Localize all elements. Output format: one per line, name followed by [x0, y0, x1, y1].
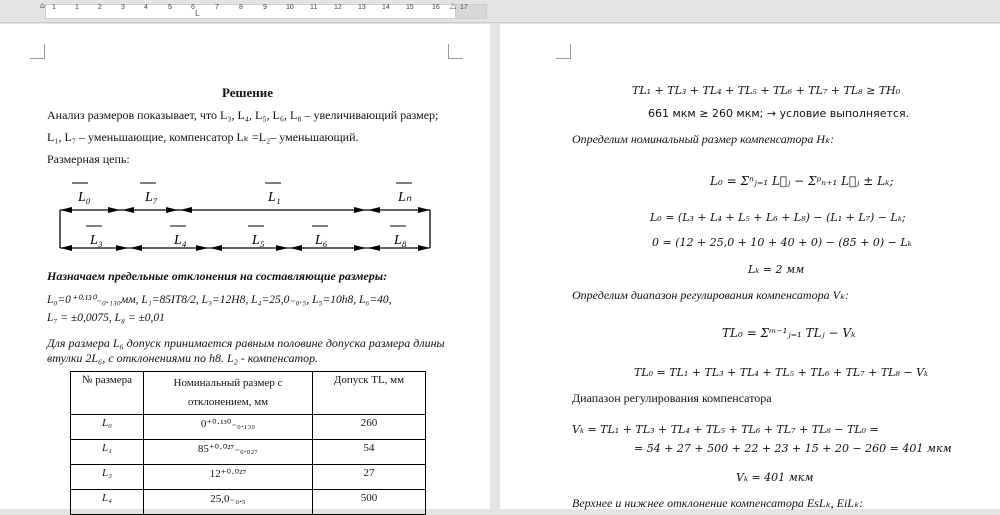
heading-nominal: Определим номинальный размер компенсатора Hₖ: [572, 132, 835, 146]
ruler-number: 16 [432, 4, 440, 11]
note-line2: втулки 2L₆, с отклонениями по h8. L₂ - компенсатор. [47, 351, 319, 365]
heading-deviation: Верхнее и нижнее отклонение компенсатора EsLₖ, EiLₖ: [572, 496, 864, 510]
ruler-track [45, 4, 457, 19]
ruler-number: 8 [239, 4, 243, 11]
ruler-number: 4 [144, 4, 148, 11]
ruler-number: 9 [263, 4, 267, 11]
ruler-number: 5 [168, 4, 172, 11]
table-cell: 27 [313, 465, 426, 490]
table-row [71, 490, 426, 515]
ruler-number: 13 [358, 4, 366, 11]
equation-8a: Vₖ = TL₁ + TL₃ + TL₄ + TL₅ + TL₆ + TL₇ + TL₈ − TL₀ = [572, 423, 879, 436]
table-row [71, 465, 426, 490]
chain-label-bottom: L₃ [90, 233, 103, 248]
ruler-number: 2 [98, 4, 102, 11]
indent-marker-icon[interactable]: ⌂ [40, 1, 46, 10]
table-cell: L₀ [71, 415, 144, 440]
ruler-number: 11 [310, 4, 318, 11]
limits-line2: L₇ = ±0,0075, L₈ = ±0,01 [47, 312, 165, 324]
ruler-number: 15 [406, 4, 414, 11]
ruler-number: 3 [121, 4, 125, 11]
ruler-number: 14 [382, 4, 390, 11]
ruler-number: 10 [286, 4, 294, 11]
table-header-cell: № размера [71, 372, 144, 415]
chain-label-bottom: L₄ [174, 233, 187, 248]
table-cell: 25,0₋₀.₅ [144, 490, 313, 515]
equation-3: L₀ = (L₃ + L₄ + L₅ + L₆ + L₈) − (L₁ + L₇) − Lₖ; [650, 211, 906, 224]
chain-label: Размерная цепь: [47, 152, 130, 166]
ruler-number: 1 [52, 4, 56, 11]
document-page-left[interactable] [0, 24, 490, 509]
crop-mark [556, 44, 571, 59]
equation-8b: = 54 + 27 + 500 + 22 + 23 + 15 + 20 − 260 = 401 мкм [634, 442, 952, 455]
ruler-number: 1 [75, 4, 79, 11]
ruler-number: 6 [191, 4, 195, 11]
limits-line1: L₀=0⁺⁰·¹³⁰₋₀.₁₃₀мм, L₁=85IT8/2, L₃=12H8, L₄=25,0₋₀.₅, L₅=10h8, L₆=40, [47, 294, 392, 306]
chain-label-bottom: L₈ [394, 233, 407, 248]
table-row [71, 440, 426, 465]
ruler-number: 12 [334, 4, 342, 11]
analysis-text-line2: L₁, L₇ – уменьшающие, компенсатор Lₖ =L₂– уменьшающий. [47, 130, 359, 144]
chain-label-top: L₀ [78, 190, 91, 205]
document-page-right[interactable] [500, 24, 1000, 509]
right-indent-icon[interactable]: △ [450, 1, 457, 10]
equation-sum: L₀ = Σⁿⱼ₌₁ L⃗ⱼ − Σᵖₙ₊₁ L⃖ⱼ ± Lₖ; [710, 174, 894, 188]
equation-4: 0 = (12 + 25,0 + 10 + 40 + 0) − (85 + 0) − Lₖ [652, 236, 912, 249]
note-line1: Для размера L₆ допуск принимается равным половине допуска размера длины [47, 336, 445, 350]
chain-label-bottom: L₆ [315, 233, 328, 248]
crop-mark [448, 44, 463, 59]
table-cell: L₃ [71, 465, 144, 490]
chain-label-top: L₁ [268, 190, 281, 205]
tolerance-table [70, 371, 426, 515]
equation-7: TL₀ = TL₁ + TL₃ + TL₄ + TL₅ + TL₆ + TL₇ + TL₈ − Vₖ [634, 366, 929, 379]
ruler-number: 17 [460, 4, 468, 11]
equation-9: Vₖ = 401 мкм [736, 471, 814, 484]
table-cell: L₄ [71, 490, 144, 515]
range-label: Диапазон регулирования компенсатора [572, 391, 772, 405]
equation-6: TL₀ = Σᵐ⁻¹ⱼ₌₁ TLⱼ − Vₖ [722, 326, 856, 340]
ruler-number: 7 [215, 4, 219, 11]
heading-range: Определим диапазон регулирования компенсатора Vₖ: [572, 288, 850, 302]
tab-stop-icon[interactable]: L [195, 9, 200, 18]
table-cell: 12⁺⁰·⁰²⁷ [144, 465, 313, 490]
table-cell: 260 [313, 415, 426, 440]
equation-1: TL₁ + TL₃ + TL₄ + TL₅ + TL₆ + TL₇ + TL₈ ≥ TH₀ [632, 84, 901, 97]
table-header-cell: Номинальный размер с отклонением, мм [144, 372, 313, 415]
analysis-text-line1: Анализ размеров показывает, что L₃, L₄, L₅, L₆, L₈ – увеличивающий размер; [47, 108, 439, 122]
limits-heading: Назначаем предельные отклонения на составляющие размеры: [47, 269, 388, 283]
crop-mark [30, 44, 45, 59]
chain-label-top: Lₙ [398, 190, 412, 205]
equation-2: 661 мкм ≥ 260 мкм; → условие выполняется. [648, 107, 910, 120]
table-cell: 500 [313, 490, 426, 515]
chain-label-top: L₇ [145, 190, 158, 205]
table-cell: 54 [313, 440, 426, 465]
dimension-chain-diagram [50, 174, 440, 254]
table-header-cell: Допуск TL, мм [313, 372, 426, 415]
table-cell: 85⁺⁰·⁰²⁷₋₀.₀₂₇ [144, 440, 313, 465]
horizontal-ruler[interactable] [0, 0, 1000, 23]
table-cell: L₁ [71, 440, 144, 465]
table-row [71, 415, 426, 440]
section-title: Решение [222, 85, 274, 100]
chain-label-bottom: L₅ [252, 233, 265, 248]
equation-5: Lₖ = 2 мм [748, 263, 805, 276]
table-header-row [71, 372, 426, 415]
table-cell: 0⁺⁰·¹³⁰₋₀.₁₃₀ [144, 415, 313, 440]
